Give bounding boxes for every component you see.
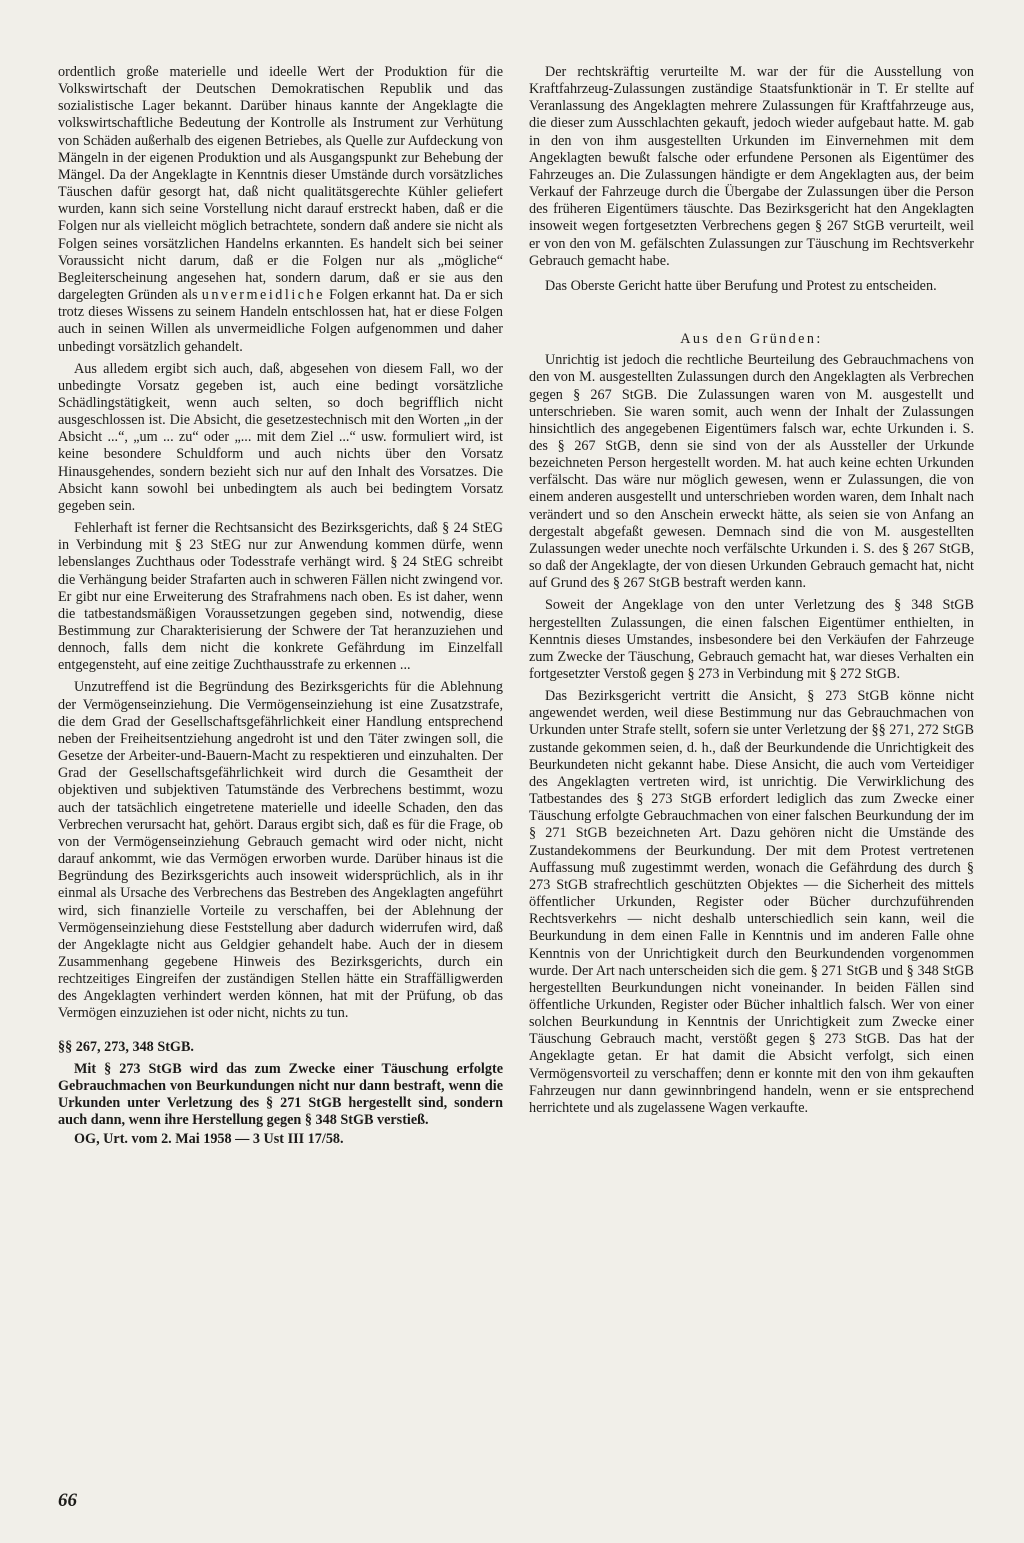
page-number: 66 [58,1490,77,1511]
section-heading: Aus den Gründen: [680,331,823,348]
left-paragraph-4: Unzutreffend ist die Begründung des Bezirksgerichts für die Ablehnung der Vermögenseinziehung. Die Vermögenseinziehung ist eine Zusatzstrafe, die dem Grad der Gesellschaftsgefährlichkeit einer Handlung entsprechend neben der Freiheitsentziehung angedroht ist und den Täter zwingen soll, die Gesetze der Arbeiter-und-Bauern-Macht zu respektieren und einzuhalten. Der Grad der Gesellschaftsgefährlichkeit wird durch die Gesamtheit der objektiven und subjektiven Tatumstände des Verbrechens bestimmt, wozu auch der tatsächlich eingetretene materielle und ideelle Schaden, den das Verbrechen verursacht hat, gehört. Daraus ergibt sich, daß es für die Frage, ob von der Vermögenseinziehung Gebrauch gemacht wird oder nicht, nicht darauf ankommt, wie das Vermögen erworben wurde. Darüber hinaus ist die Begründung des Bezirksgerichts auch insoweit widersprüchlich, als in ihr einmal als Ursache des Verbrechens das Bestreben des Angeklagten angeführt wird, sich finanzielle Vorteile zu verschaffen, bei der Ablehnung der Vermögenseinziehung diese Feststellung aber dadurch widerrufen wird, daß der Angeklagte nicht aus Geldgier gehandelt habe. Auch der in diesem Zusammenhang gegebene Hinweis des Bezirksgerichts, durch ein rechtzeitiges Eingreifen der zuständigen Stellen hätte ein Straffälligwerden des Angeklagten verhindert werden können, hat mit der Prüfung, ob das Vermögen einzuziehen ist oder nicht, nichts zu tun. [58,679,503,1022]
two-column-layout [58,64,974,1149]
law-section-heading: §§ 267, 273, 348 StGB. [58,1038,194,1055]
left-paragraph-1: ordentlich große materielle und ideelle Wert der Produktion für die Volkswirtschaft der Deutschen Demokratischen Republik und das sozialistische Lager bekannt. Darüber hinaus kannte der Angeklagte die volkswirtschaftliche Bedeutung der Kontrolle als Instrument zur Verhütung von Schäden außerhalb des eigenen Betriebes, als Quelle zur Aufdeckung von Mängeln in der eigenen Produktion und als Ausgangspunkt zur Behebung der Mängel. Da der Angeklagte in Kenntnis dieser Umstände durch vorsätzliches Täuschen dafür gesorgt hat, daß nicht qualitätsgerechte Kühler geliefert wurden, kann sich seine Vorstellung nicht darauf erstreckt haben, daß er die Folgen nur als vielleicht möglich betrachtete, sondern daß andere sie nicht als Folgen seines vorsätzlichen Handelns erkannten. Es handelt sich bei seiner Voraussicht nicht darum, daß er die Folgen nur als „mögliche“ Begleiterscheinung angesehen hat, sondern darum, daß er sie aus den dargelegten Gründen als unvermeidliche Folgen erkannt hat. Da er sich trotz dieses Wissens zu seinem Handeln entschlossen hat, hat er diese Folgen auch in seinen Willen als unvermeidliche Folgen aufgenommen und daher unbedingt vorsätzlich gehandelt. [58,64,504,355]
right-paragraph-5: Das Bezirksgericht vertritt die Ansicht, § 273 StGB könne nicht angewendet werden, weil diese Bestimmung nur das Gebrauchmachen von Urkunden unter Strafe stellt, sofern sie unter Verletzung der §§ 271, 272 StGB zustande gekommen seien, d. h., daß der Beurkundende die Unrichtigkeit des Beurkundeten nicht gekannt habe. Diese Ansicht, die auch vom Verteidiger des Angeklagten vertreten wird, ist unrichtig. Die Verwirklichung des Tatbestandes des § 273 StGB erfordert lediglich das zum Zwecke einer Täuschung erfolgte Gebrauchmachen von einer falschen Beurkundung der im § 271 StGB bezeichneten Art. Dazu gehören nicht die Umstände des Zustandekommens der Beurkundung. Der mit dem Protest vertretenen Auffassung muß zugestimmt werden, wonach die Gefährdung des durch § 273 StGB strafrechtlich geschützten Objektes — die Sicherheit des mittels öffentlicher Urkunden, Register oder Bücher durchzuführenden Rechtsverkehrs — nicht deshalb unterschiedlich sein kann, weil die Beurkundung in dem einen Falle in Kenntnis und im anderen Falle ohne Kenntnis von der Unrichtigkeit durch den Beurkundenden vorgenommen wurde. Der Art nach unterscheiden sich die gem. § 271 StGB und § 348 StGB hergestellten Beurkundungen nicht voneinander. In beiden Fällen sind öffentliche Urkunden, Register oder Bücher inhaltlich falsch. Wer von einer solchen Beurkundung in Kenntnis der Unrichtigkeit zum Zwecke einer Täuschung Gebrauch macht, verstößt gegen § 273 StGB. Das hat der Angeklagte getan. Er hat damit die Absicht verfolgt, sich einen Vermögensvorteil zu verschaffen; denn er konnte mit den von ihm gekauften Fahrzeugen nur dann gewinnbringend handeln, wenn er sie entsprechend herrichtete und als zugelassene Wagen verkaufte. [529,688,974,1116]
left-paragraph-3: Fehlerhaft ist ferner die Rechtsansicht des Bezirksgerichts, daß § 24 StEG in Verbindung mit § 23 StEG nur zur Anwendung kommen dürfe, wenn lebenslanges Zuchthaus oder Todesstrafe verhängt wird. § 24 StEG schreibt die Verhängung beider Strafarten auch in schweren Fällen nicht zwingend vor. Er gibt nur eine Erweiterung des Strafrahmens nach oben. Es ist daher, wenn die tatbestandsmäßigen Voraussetzungen gegeben sind, notwendig, diese Bestimmung zur Charakterisierung der Schwere der Tat heranzuziehen und dennoch, falls dem nicht die konkrete Gefährdung im Einzelfall entgegensteht, auf eine zeitige Zuchthausstrafe zu erkennen ... [58,520,503,674]
left-paragraph-2: Aus alledem ergibt sich auch, daß, abgesehen von diesem Fall, wo der unbedingte Vorsatz gegeben ist, auch eine bedingt vorsätzliche Schädlingstätigkeit, wenn auch selten, so doch begrifflich nicht ausgeschlossen ist. Die Absicht, die gesetzestechnisch mit den Worten „in der Absicht ...“, „um ... zu“ oder „... mit dem Ziel ...“ usw. formuliert wird, ist keine besondere Schuldform und auch nichts über den Vorsatz Hinausgehendes, sondern bezieht sich nur auf den Inhalt des Vorsatzes. Die Absicht kann sowohl bei unbedingtem als auch bei bedingtem Vorsatz gegeben sein. [58,360,503,514]
right-paragraph-3: Unrichtig ist jedoch die rechtliche Beurteilung des Gebrauchmachens von den von M. ausgestellten Zulassungen durch den Angeklagten als Verbrechen gegen § 267 StGB. Die Zulassungen waren von M. ausgestellt und unterschrieben. Sie waren somit, auch wenn der Inhalt der Zulassungen hinsichtlich des angegebenen Eigentümers falsch war, echte Urkunden i. S. des § 267 StGB, denn sie sind von der als Aussteller der Urkunde bezeichneten Person hergestellt worden. M. hat auch keine echten Urkunden verfälscht. Das wäre nur möglich gewesen, wenn er Zulassungen, die von einem anderen ausgestellt und unterschrieben worden waren, dem Inhalt nach verändert und so den Anschein erweckt hätte, als seien sie von Anfang an dergestalt abgefaßt gewesen. Demnach sind die von M. ausgestellten Zulassungen weder unechte noch verfälschte Urkunden i. S. des § 267 StGB, so daß der Angeklagte, der von diesen Urkunden Gebrauch gemacht hat, nicht auf Grund des § 267 StGB bestraft werden kann. [529,352,974,592]
right-paragraph-4: Soweit der Angeklage von den unter Verletzung des § 348 StGB hergestellten Zulassungen, die einen falschen Eigentümer enthielten, in Kenntnis dieses Umstandes, insbesondere bei den Verkäufen der Fahrzeuge zum Zwecke der Täuschung, Gebrauch gemacht hat, war dieses Verhalten ein fortgesetzter Verstoß gegen § 273 in Verbindung mit § 272 StGB. [529,597,974,682]
left-column [58,64,503,1149]
court-reference: OG, Urt. vom 2. Mai 1958 — 3 Ust III 17/58. [74,1131,344,1148]
right-paragraph-1: Der rechtskräftig verurteilte M. war der für die Ausstellung von Kraftfahrzeug-Zulassungen zuständige Staatsfunktionär in T. Er stellte auf Veranlassung des Angeklagten mehrere Zulassungen für Kraftfahrzeuge aus, die dieser zum Ausschlachten gekauft, jedoch wieder aufgebaut hatte. M. gab in den von ihm ausgestellten Urkunden im Einvernehmen mit dem Angeklagten bewußt falsche oder erfundene Personen als Eigentümer des Fahrzeuges an. Die Zulassungen händigte er dem Angeklagten aus, der beim Verkauf der Fahrzeuge durch die Übergabe der Zulassungen über die Person des früheren Eigentümers täuschte. Das Bezirksgericht hat den Angeklagten insoweit wegen fortgesetzten Verbrechens gegen § 267 StGB verurteilt, weil er von den von M. gefälschten Zulassungen zur Täuschung im Rechtsverkehr Gebrauch gemacht habe. [529,64,974,269]
right-column [529,64,974,1149]
right-paragraph-2: Das Oberste Gericht hatte über Berufung und Protest zu entscheiden. [545,277,937,294]
spaced-emphasis: unvermeidliche [201,287,325,304]
headnote: Mit § 273 StGB wird das zum Zwecke einer Täuschung erfolgte Gebrauchmachen von Beurkundungen nicht nur dann bestraft, wenn die Urkunden unter Verletzung des § 271 StGB hergestellt sind, sondern auch dann, wenn ihre Herstellung gegen § 348 StGB verstieß. [58,1060,503,1129]
